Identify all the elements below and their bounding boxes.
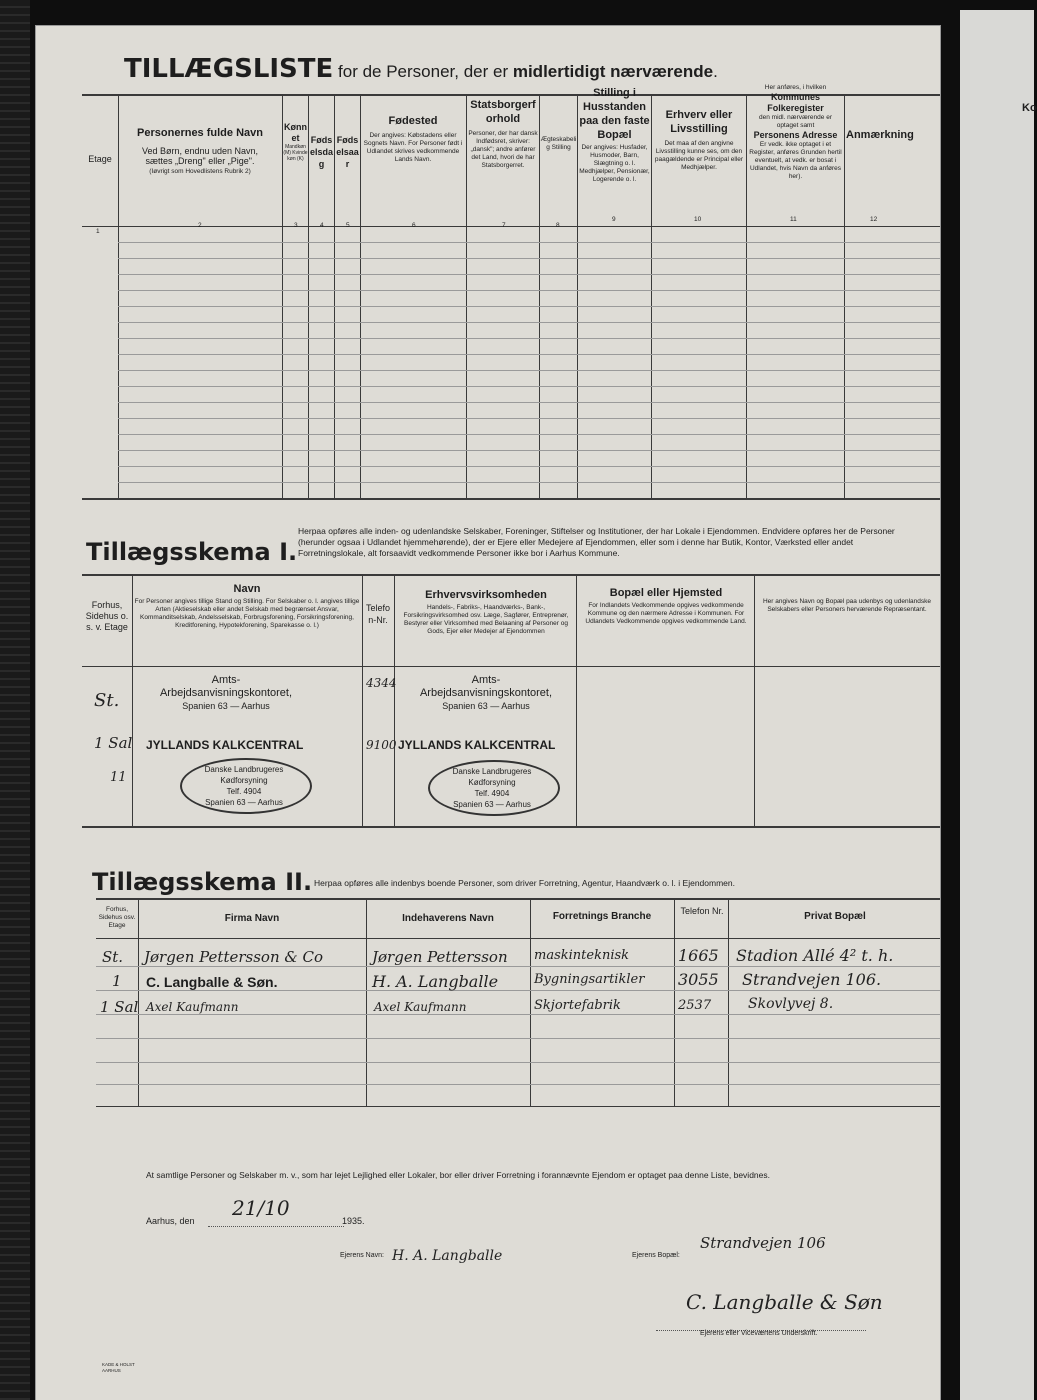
s2-row2-privat: Strandvejen 106. xyxy=(742,970,882,989)
printer-mark: KADE & HOLST AARHUS xyxy=(102,1362,135,1373)
s2-row3-privat: Skovlyvej 8. xyxy=(748,996,834,1012)
t1-h-erhverv: Erhverv eller Livsstilling Det maa af den angivne Livsstilling kunne ses, om den paagældende er Principal eller Medhjælper. xyxy=(654,109,744,171)
s1-row2-etage: 1 Sal xyxy=(94,734,133,752)
next-page-edge xyxy=(960,10,1037,1400)
s1-h-forhus: Forhus, Sidehus o. s. v. Etage xyxy=(85,600,129,632)
s1-desc: Herpaa opføres alle inden- og udenlandske Selskaber, Foreninger, Stiftelser og Institutioner, der har Lokale i Ejendommen. Endvidere opføres her de Personer (herunder ogsaa i Udlandet hjemmehørende), der er Ejere eller Medejere af Ejendommen, eller som i denne har Butik, Kontor, Værksted eller andet Forretningslokale, alt forsaavidt vedkommende Personer ikke bor i Aarhus Kommune. xyxy=(298,526,895,558)
s2-row1-firma: Jørgen Pettersson & Co xyxy=(144,948,324,966)
s2-h-indeh: Indehaverens Navn xyxy=(402,913,494,924)
col-num: 4 xyxy=(320,222,324,229)
main-title-bold: TILLÆGSLISTE xyxy=(124,54,334,84)
s1-row2-etage2: 11 xyxy=(110,770,127,785)
s2-row2-branche: Bygningsartikler xyxy=(534,972,645,987)
owner-address-label: Ejerens Bopæl: xyxy=(632,1252,680,1259)
stamp-text-1: Danske Landbrugeres Kødforsyning Telf. 4904 Spanien 63 — Aarhus xyxy=(204,765,284,807)
main-title-end: . xyxy=(713,62,718,81)
col-num: 10 xyxy=(694,216,702,223)
s2-h-tlf: Telefon Nr. xyxy=(680,906,724,916)
s1-h-repr: Her angives Navn og Bopæl paa udenbys og udenlandske Selskabers eller Personers herværende Repræsentant. xyxy=(762,598,932,613)
footer-date: 21/10 xyxy=(232,1196,290,1220)
s2-row1-etage: St. xyxy=(102,948,124,966)
s2-row1-branche: maskinteknisk xyxy=(534,948,630,963)
t1-h-foedested: Fødested Der angives: Købstadens eller Sognets Navn. For Personer født i Udlandet skrives vedkommende Lands Navn. xyxy=(363,115,463,163)
t1-h-koen: Kønnet Mandkøn (M) Kvindekøn (K) xyxy=(283,122,308,162)
col-num: 9 xyxy=(612,216,616,223)
col-num: 11 xyxy=(790,216,797,223)
col-num: 8 xyxy=(556,222,560,229)
s1-row2-erhverv: JYLLANDS KALKCENTRAL xyxy=(398,738,556,752)
s1-h-tlf: Telefon-Nr. xyxy=(365,603,391,625)
s2-row2-etage: 1 xyxy=(112,972,122,990)
s1-h-navn: Navn For Personer angives tillige Stand og Stilling. For Selskaber o. l. angives tillige Arten (Aktieselskab eller andet Selskab med begrænset Ansvar, Kommanditselskab, Andelsselskab, Forbrugsforening, Forsikringsforening, Kreditforening, Hypotekforening, Sparekasse o. l.) xyxy=(134,583,360,629)
s1-row2-name: JYLLANDS KALKCENTRAL xyxy=(146,738,304,752)
s2-row3-branche: Skjortefabrik xyxy=(534,998,621,1013)
date-line xyxy=(208,1226,344,1227)
s2-row3-firma: Axel Kaufmann xyxy=(146,1000,239,1014)
s2-row1-privat: Stadion Allé 4² t. h. xyxy=(736,946,894,965)
col-num: 1 xyxy=(96,228,100,235)
col-num: 12 xyxy=(870,216,878,223)
col-num: 3 xyxy=(294,222,298,229)
book-binding xyxy=(0,0,30,1400)
s2-h-forhus: Forhus, Sidehus osv. Etage xyxy=(98,906,136,929)
owner-name-label: Ejerens Navn: xyxy=(340,1252,384,1259)
s2-row3-indeh: Axel Kaufmann xyxy=(374,1000,467,1014)
t1-header-bottom xyxy=(82,226,940,227)
t1-h-stats: Statsborgerforhold Personer, der har dansk Indfødsret, skriver: „dansk"; andre anfører det Land, hvori de har Statsborgerret. xyxy=(468,99,538,169)
col-num: 7 xyxy=(502,222,506,229)
s1-row1-tlf: 4344 xyxy=(366,676,397,690)
s2-row3-etage: 1 Sal xyxy=(100,998,139,1016)
s1-h-erhverv: Erhvervsvirksomheden Handels-, Fabriks-, Haandværks-, Bank-, Forsikringsvirksomhed osv. Læge, Sagfører, Entreprenør, Bestyrer eller Virksomhed med Belaaning af Personer og Gods, Ejer eller Medejer af Ejendommen xyxy=(403,589,569,635)
col-num: 2 xyxy=(198,222,202,229)
footer-place: Aarhus, den xyxy=(146,1216,195,1226)
s2-h-firma: Firma Navn xyxy=(224,913,280,924)
s2-h-branche: Forretnings Branche xyxy=(552,911,652,922)
s1-title: Tillægsskema I. xyxy=(86,538,298,566)
col-num: 6 xyxy=(412,222,416,229)
s2-row2-tlf: 3055 xyxy=(678,970,719,989)
owner-address: Strandvejen 106 xyxy=(700,1234,826,1252)
owner-name-signature: H. A. Langballe xyxy=(392,1248,503,1264)
s1-row1-etage: St. xyxy=(94,690,120,711)
s2-desc: Herpaa opføres alle indenbys boende Personer, som driver Forretning, Agentur, Haandværk o. l. i Ejendommen. xyxy=(314,878,735,888)
s2-h-privat: Privat Bopæl xyxy=(804,911,866,922)
main-title xyxy=(124,54,718,84)
s2-title: Tillægsskema II. xyxy=(92,868,313,896)
s2-row2-indeh: H. A. Langballe xyxy=(372,972,499,991)
t1-h-stilling: Stilling i Husstanden paa den faste Bopæl Der angives: Husfader, Husmoder, Barn, Slægtning o. l. Medhjælper, Pensionær, Logerende o. l. xyxy=(579,87,650,183)
s2-row2-firma: C. Langballe & Søn. xyxy=(146,974,278,990)
col-num: 5 xyxy=(346,222,350,229)
s2-row1-indeh: Jørgen Pettersson xyxy=(372,948,508,966)
footer-year: 1935. xyxy=(342,1216,365,1226)
next-page-fragment: Ko xyxy=(1022,102,1037,114)
main-title-rest: for de Personer, der er xyxy=(333,62,513,81)
s1-row2-tlf: 9100 xyxy=(366,738,397,752)
stamp-text-2: Danske Landbrugeres Kødforsyning Telf. 4904 Spanien 63 — Aarhus xyxy=(452,767,532,809)
t1-h-foedselsaar: Fødselsaar xyxy=(336,135,359,169)
register-page xyxy=(36,26,940,1400)
signature-label: Ejerens eller Viceværtens Underskrift. xyxy=(700,1330,818,1337)
t1-h-etage: Etage xyxy=(88,154,112,164)
s2-row3-tlf: 2537 xyxy=(678,998,712,1013)
t1-h-foedselsdag: Fødselsdag xyxy=(309,135,333,169)
s2-row1-tlf: 1665 xyxy=(678,946,719,965)
t1-h-folkeregister: Her anføres, i hvilken Kommunes Folkeregister den midl. nærværende er optaget samt Personens Adresse Er vedk. ikke optaget i et Register, anføres Grunden hertil eventuelt, at vedk. er bosat i Udlandet, hvis Navn da anføres her). xyxy=(749,84,842,180)
s1-h-bopael: Bopæl eller Hjemsted For Indlandets Vedkommende opgives vedkommende Kommune og den nærmere Adresse i Kommunen. For Udlandets Vedkommende opgives vedkommende Land. xyxy=(585,587,747,625)
s1-row1-name-stamp: Amts- Arbejdsanvisningskontoret, Spanien 63 — Aarhus xyxy=(159,674,293,711)
t1-h-anm: Anmærkning xyxy=(846,129,914,141)
main-title-bold2: midlertidigt nærværende xyxy=(512,62,714,81)
t1-bottom-border xyxy=(82,498,940,500)
s1-row1-erhverv-stamp: Amts- Arbejdsanvisningskontoret, Spanien 63 — Aarhus xyxy=(419,674,553,711)
footer-statement: At samtlige Personer og Selskaber m. v., som har lejet Lejlighed eller Lokaler, bor eller driver Forretning i forannævnte Ejendom er optaget paa denne Liste, bevidnes. xyxy=(146,1170,770,1180)
t1-h-navn: Personernes fulde Navn Ved Børn, endnu uden Navn, sættes „Dreng" eller „Pige". (Iøvrigt som Hovedlistens Rubrik 2) xyxy=(137,127,263,175)
underskrift-signature: C. Langballe & Søn xyxy=(686,1290,883,1314)
t1-h-aegte: Ægteskabelig Stilling xyxy=(540,136,577,151)
